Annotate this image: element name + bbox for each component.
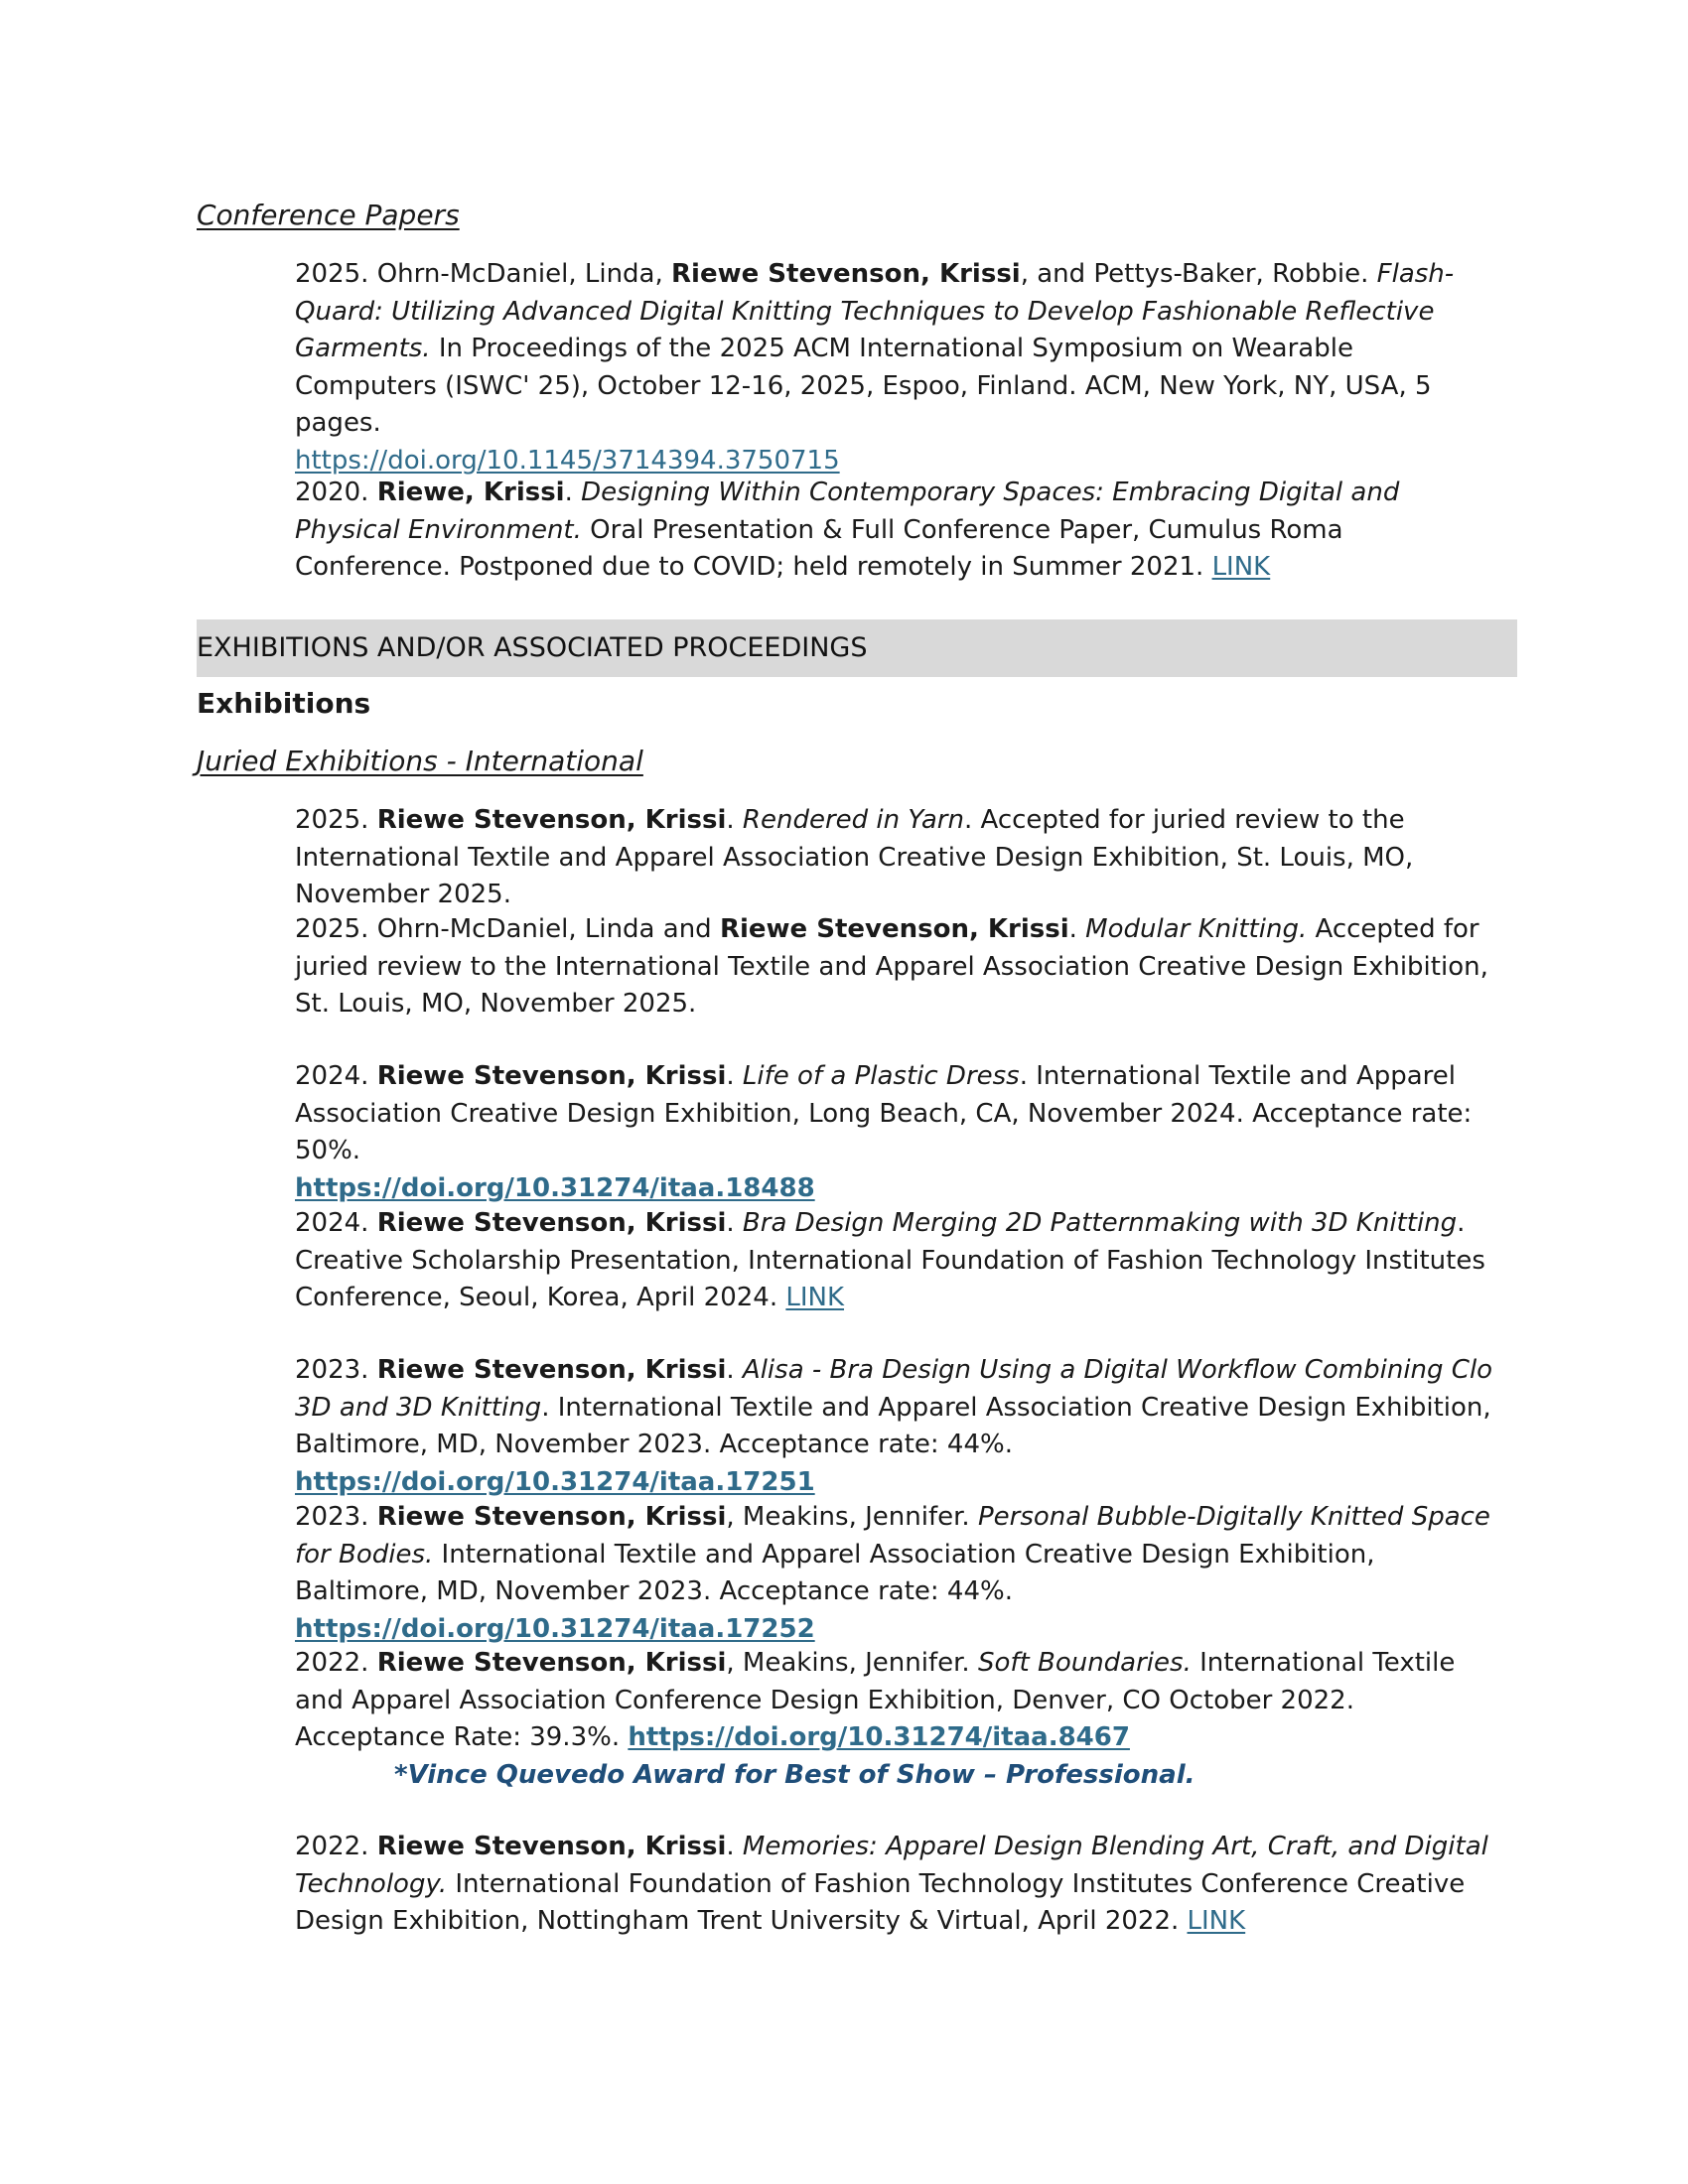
entry-author: Riewe Stevenson, Krissi: [719, 914, 1069, 944]
entry-title: Rendered in Yarn: [742, 805, 964, 835]
juried-exhibitions-heading: Juried Exhibitions - International: [197, 745, 643, 777]
entry-details: In Proceedings of the 2025 ACM International Symposium on Wearable Computers (ISWC' 25), October 12-16, 2025, Espoo, Finland. ACM, New York, NY, USA, 5 pages.: [295, 334, 1432, 438]
entry-title: Life of a Plastic Dress: [742, 1061, 1020, 1091]
entry-title: Memories: Apparel Design Blending Art, Craft, and Digital Technology.: [295, 1832, 1488, 1899]
exhibition-entry: [295, 1645, 1496, 1794]
exhibitions-subheading: Exhibitions: [197, 687, 371, 720]
doi-link[interactable]: https://doi.org/10.31274/itaa.8467: [628, 1722, 1130, 1752]
entry-year: 2024.: [295, 1061, 369, 1091]
entry-title: Bra Design Merging 2D Patternmaking with 3D Knitting: [742, 1208, 1458, 1238]
entry-author: Riewe Stevenson, Krissi: [376, 805, 727, 835]
exhibition-entry: 2024. Riewe Stevenson, Krissi. Bra Design Merging 2D Patternmaking with 3D Knitting. Creative Scholarship Presentation, International Foundation of Fashion Technology Institutes Conference, Seoul, Korea, April 2024. LINK: [295, 1208, 1485, 1312]
exhibitions-section-bar: EXHIBITIONS AND/OR ASSOCIATED PROCEEDINGS: [197, 619, 1517, 677]
entry-year: 2022.: [295, 1648, 369, 1678]
entry-coauthors-after: , and Pettys-Baker, Robbie.: [1020, 259, 1377, 289]
conference-paper-entry: [295, 256, 1496, 479]
entry-coauthors: Ohrn-McDaniel, Linda,: [368, 259, 672, 289]
exhibition-entry: 2025. Ohrn-McDaniel, Linda and Riewe Stevenson, Krissi. Modular Knitting. Accepted for juried review to the International Textile and Apparel Association Creative Design Exhibition, St. Louis, MO, November 2025.: [295, 914, 1488, 1019]
doi-link[interactable]: https://doi.org/10.31274/itaa.17252: [295, 1613, 815, 1644]
entry-details: . International Textile and Apparel Association Creative Design Exhibition, Long Beach, CA, November 2024. Acceptance rate: 50%.: [295, 1061, 1473, 1165]
link[interactable]: LINK: [1211, 552, 1271, 582]
entry-author: Riewe Stevenson, Krissi: [376, 1502, 727, 1532]
exhibition-entry: 2023. Riewe Stevenson, Krissi. Alisa - Bra Design Using a Digital Workflow Combining Clo 3D and 3D Knitting. International Textile and Apparel Association Creative Design Exhibition, Baltimore, MD, November 2023. Acceptance rate: 44%. https://doi.org/10.31274/itaa.17251: [295, 1355, 1493, 1497]
entry-year: 2020.: [295, 478, 369, 507]
exhibition-entry: [295, 1499, 1496, 1648]
entry-year: 2024.: [295, 1208, 369, 1238]
entry-title: Personal Bubble-Digitally Knitted Space for Bodies.: [295, 1502, 1490, 1570]
entry-coauthors-after: , Meakins, Jennifer.: [726, 1502, 978, 1532]
exhibition-entry: 2022. Riewe Stevenson, Krissi. Memories: Apparel Design Blending Art, Craft, and Digital Technology. International Foundation of Fashion Technology Institutes Conference Creative Design Exhibition, Nottingham Trent University & Virtual, April 2022. LINK: [295, 1832, 1488, 1936]
doi-link[interactable]: https://doi.org/10.1145/3714394.3750715: [295, 445, 840, 476]
entry-author: Riewe Stevenson, Krissi: [376, 1208, 727, 1238]
entry-details: . Accepted for juried review to the International Textile and Apparel Association Creative Design Exhibition, St. Louis, MO, November 2025.: [295, 805, 1414, 909]
entry-title: Soft Boundaries.: [977, 1648, 1192, 1678]
entry-details: International Textile and Apparel Association Conference Design Exhibition, Denver, CO October 2022. Acceptance Rate: 39.3%.: [295, 1648, 1456, 1752]
entry-details: International Textile and Apparel Association Creative Design Exhibition, Baltimore, MD, November 2023. Acceptance rate: 44%.: [295, 1539, 1375, 1606]
entry-details: Oral Presentation & Full Conference Paper, Cumulus Roma Conference. Postponed due to COVID; held remotely in Summer 2021.: [295, 514, 1343, 582]
link[interactable]: LINK: [785, 1283, 845, 1312]
exhibition-entry: 2024. Riewe Stevenson, Krissi. Life of a Plastic Dress. International Textile and Apparel Association Creative Design Exhibition, Long Beach, CA, November 2024. Acceptance rate: 50%. https://doi.org/10.31274/itaa.18488: [295, 1061, 1473, 1203]
conference-papers-heading: Conference Papers: [197, 199, 460, 231]
entry-title: Designing Within Contemporary Spaces: Embracing Digital and Physical Environment.: [295, 478, 1400, 545]
entry-year: 2025.: [295, 805, 369, 835]
conference-paper-entry: 2020. Riewe, Krissi. Designing Within Contemporary Spaces: Embracing Digital and Physical Environment. Oral Presentation & Full Conference Paper, Cumulus Roma Conference. Postponed due to COVID; held remotely in Summer 2021. LINK: [295, 478, 1400, 582]
entry-details: . Creative Scholarship Presentation, International Foundation of Fashion Technology Institutes Conference, Seoul, Korea, April 2024.: [295, 1208, 1485, 1312]
entry-details: International Foundation of Fashion Technology Institutes Conference Creative Design Exhibition, Nottingham Trent University & Virtual, April 2022.: [295, 1868, 1466, 1936]
entry-year: 2025.: [295, 914, 369, 944]
entry-coauthors: Ohrn-McDaniel, Linda and: [368, 914, 720, 944]
doi-link[interactable]: https://doi.org/10.31274/itaa.18488: [295, 1172, 815, 1203]
entry-author: Riewe Stevenson, Krissi: [376, 1355, 727, 1385]
award-note: *Vince Quevedo Award for Best of Show – Professional.: [394, 1759, 1196, 1790]
entry-author: Riewe Stevenson, Krissi: [671, 259, 1021, 289]
entry-title: Modular Knitting.: [1085, 914, 1308, 944]
entry-author: Riewe Stevenson, Krissi: [376, 1832, 727, 1861]
entry-author: Riewe, Krissi: [376, 478, 565, 507]
entry-year: 2025.: [295, 259, 369, 289]
entry-year: 2022.: [295, 1832, 369, 1861]
entry-year: 2023.: [295, 1355, 369, 1385]
entry-title: Alisa - Bra Design Using a Digital Workflow Combining Clo 3D and 3D Knitting: [295, 1355, 1493, 1423]
entry-details: Accepted for juried review to the International Textile and Apparel Association Creative Design Exhibition, St. Louis, MO, November 2025.: [295, 914, 1488, 1019]
exhibition-entry: 2025. Riewe Stevenson, Krissi. Rendered in Yarn. Accepted for juried review to the International Textile and Apparel Association Creative Design Exhibition, St. Louis, MO, November 2025.: [295, 805, 1414, 909]
entry-year: 2023.: [295, 1502, 369, 1532]
entry-author: Riewe Stevenson, Krissi: [376, 1648, 727, 1678]
doi-link[interactable]: https://doi.org/10.31274/itaa.17251: [295, 1466, 815, 1497]
entry-details: . International Textile and Apparel Association Creative Design Exhibition, Baltimore, MD, November 2023. Acceptance rate: 44%.: [295, 1392, 1491, 1459]
entry-title: Flash-Quard: Utilizing Advanced Digital Knitting Techniques to Develop Fashionable Reflective Garments.: [295, 259, 1455, 363]
entry-author: Riewe Stevenson, Krissi: [376, 1061, 727, 1091]
link[interactable]: LINK: [1187, 1906, 1246, 1936]
entry-coauthors-after: , Meakins, Jennifer.: [726, 1648, 978, 1678]
